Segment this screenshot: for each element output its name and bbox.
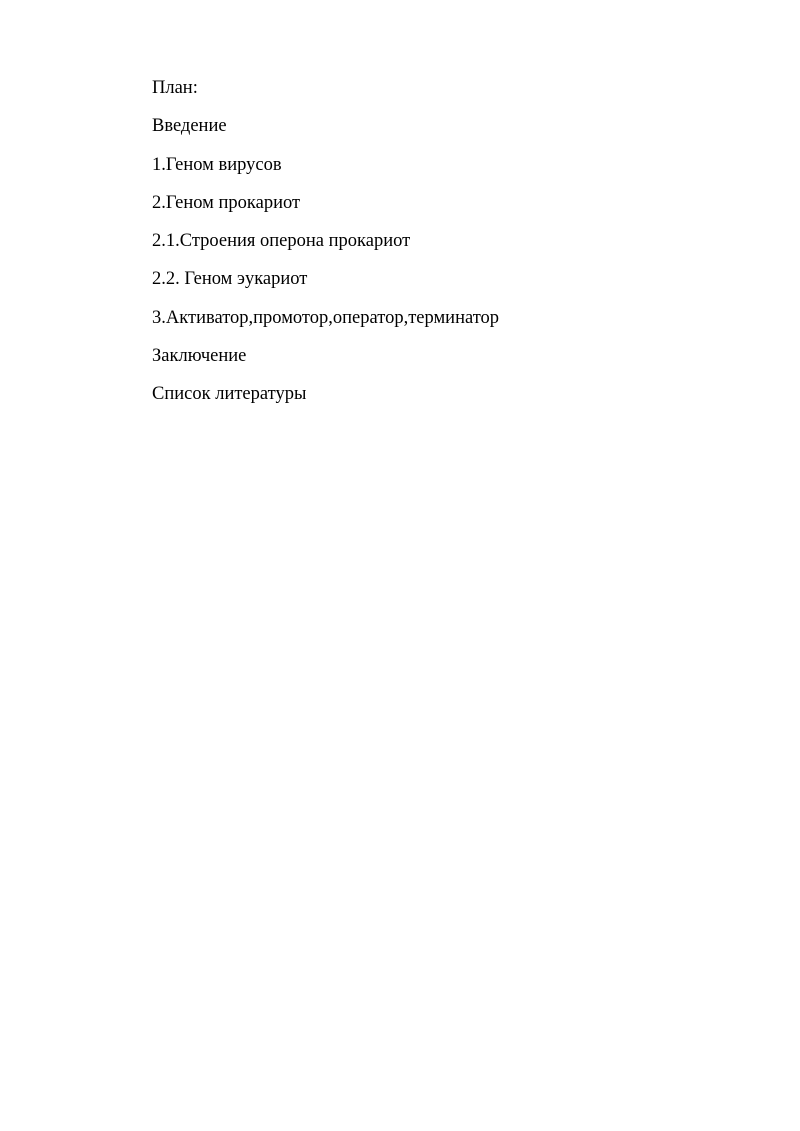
- toc-item-eukaryote-genome: 2.2. Геном эукариот: [152, 269, 308, 290]
- toc-item-references: Список литературы: [152, 384, 307, 405]
- toc-item-prokaryote-genome: 2.Геном прокариот: [152, 192, 301, 213]
- plan-heading: План:: [152, 78, 198, 98]
- toc-item-regulatory-elements: 3.Активатор,промотор,оператор,терминатор: [152, 307, 500, 328]
- toc-item-virus-genome: 1.Геном вирусов: [152, 154, 282, 175]
- toc-item-conclusion: Заключение: [152, 346, 247, 367]
- toc-item-introduction: Введение: [152, 116, 227, 137]
- table-of-contents: [152, 74, 499, 419]
- toc-item-operon-structure: 2.1.Строения оперона прокариот: [152, 231, 411, 252]
